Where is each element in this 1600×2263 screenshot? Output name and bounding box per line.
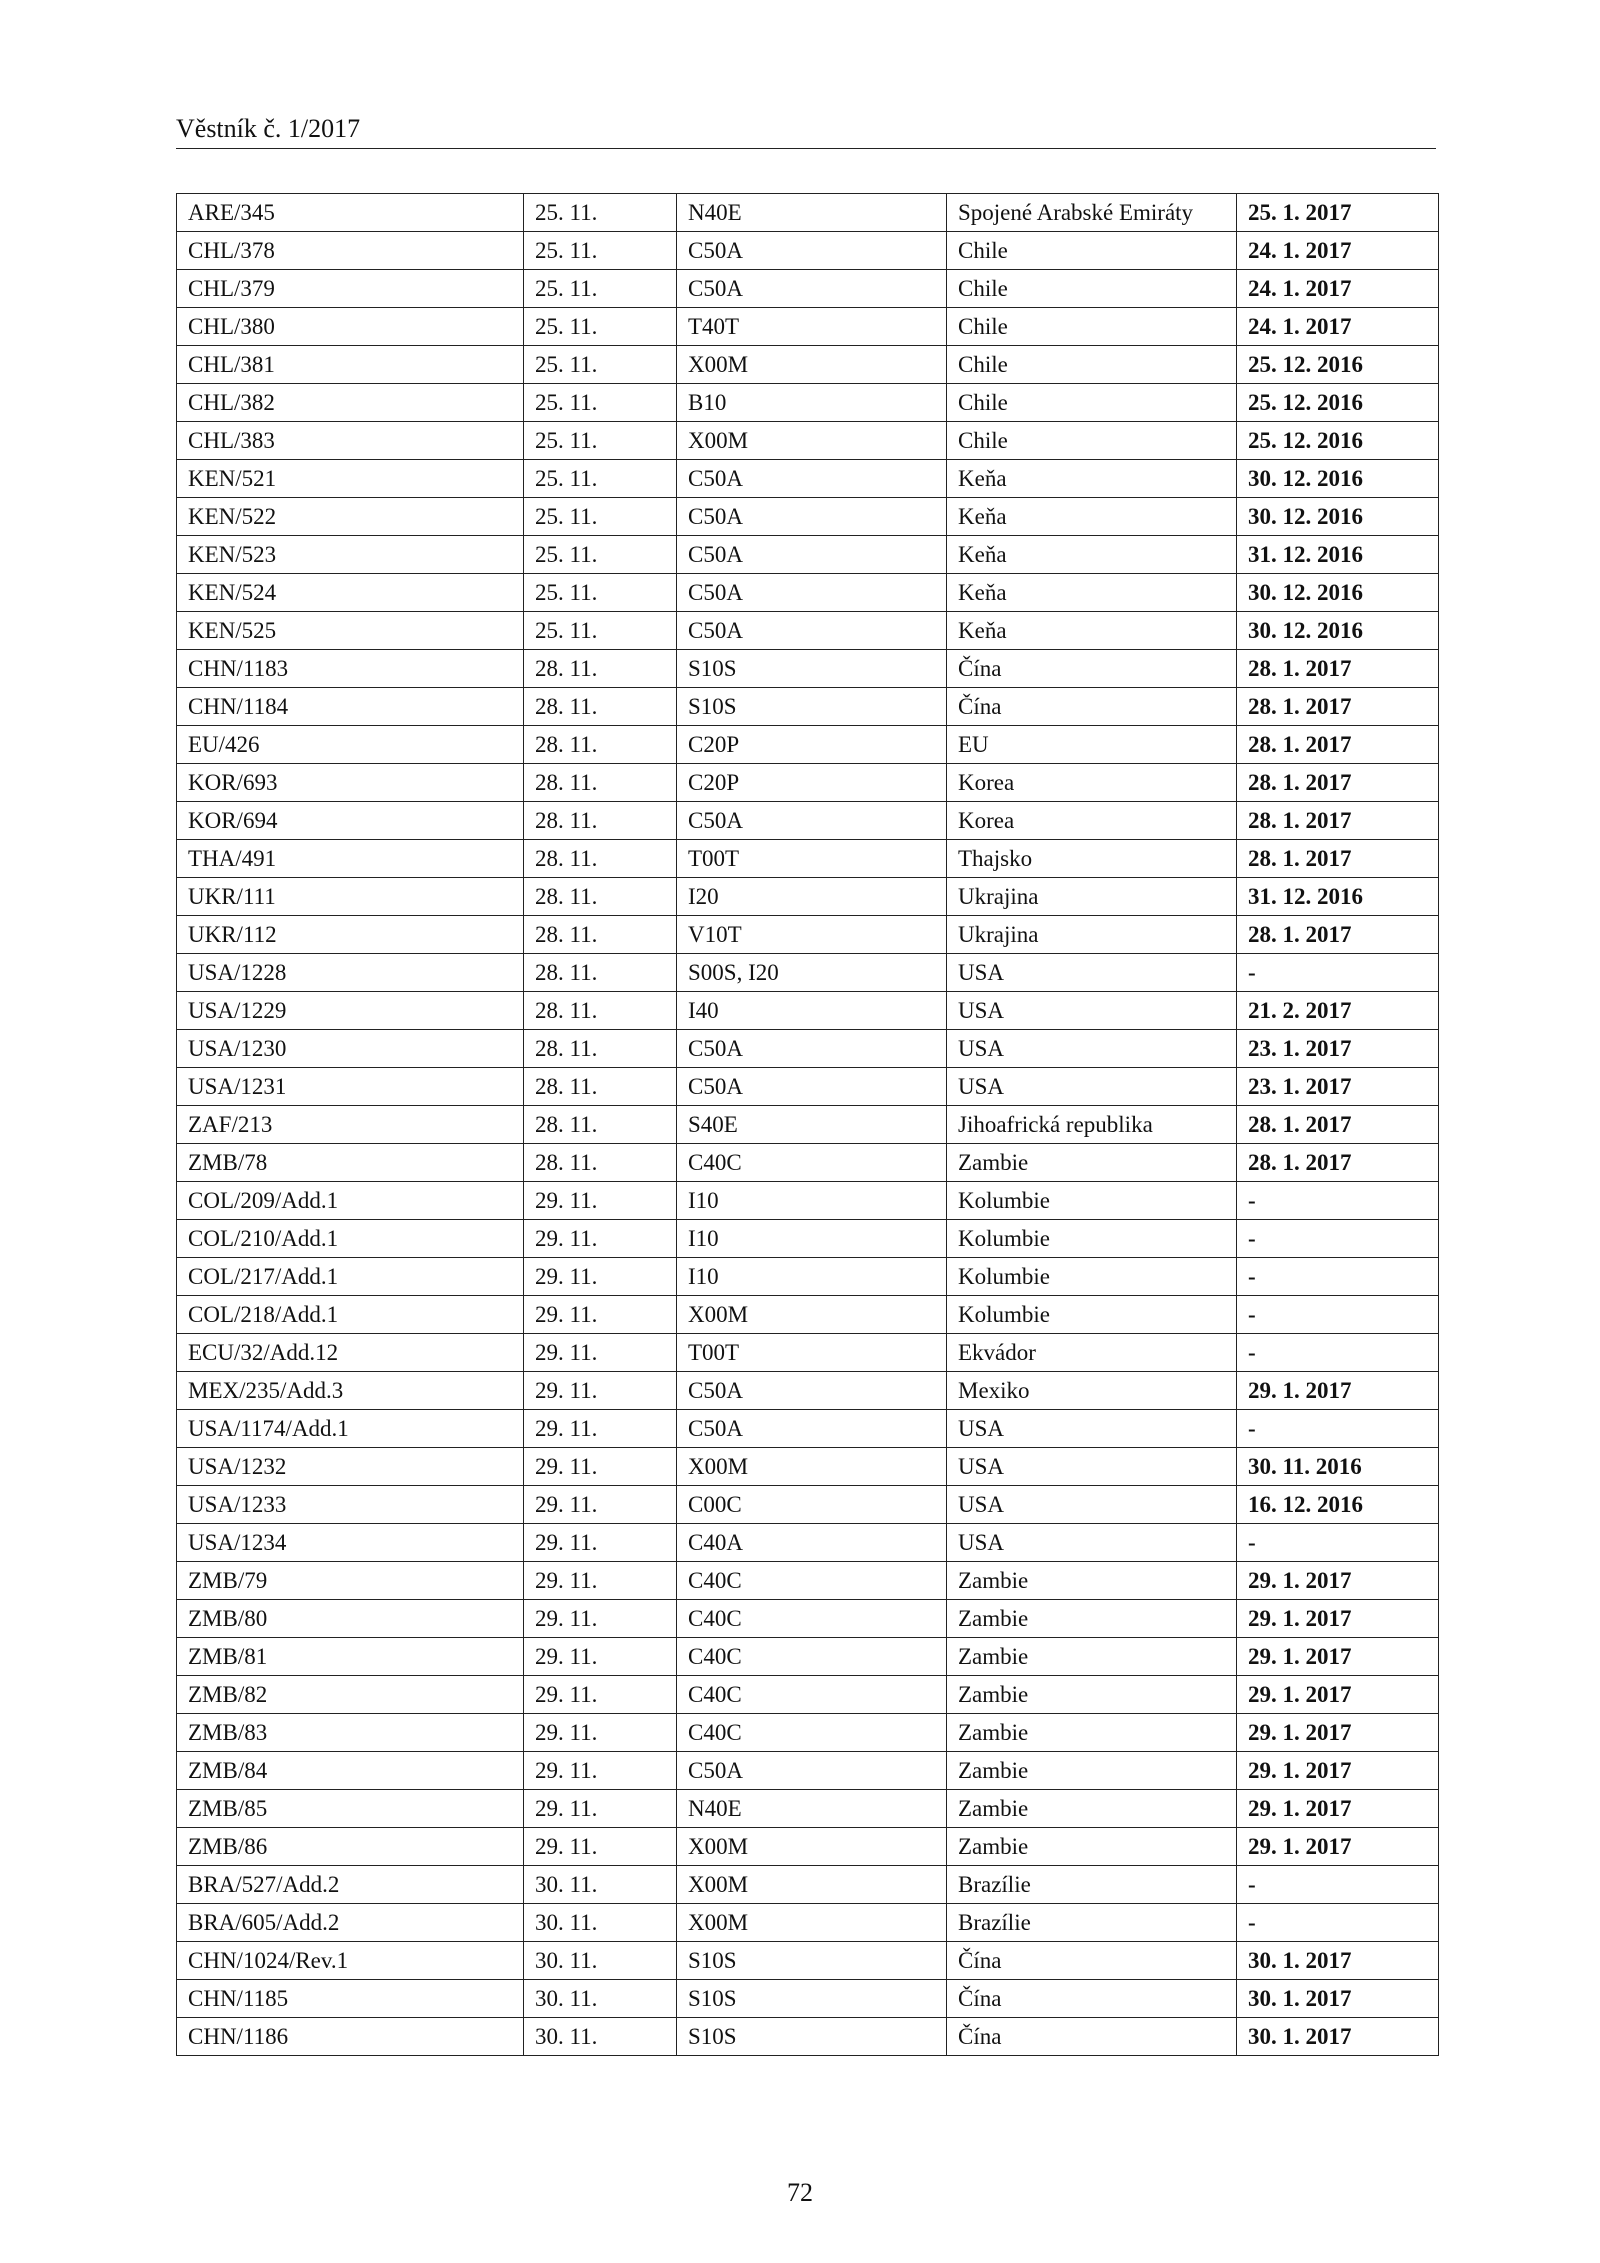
deadline-cell: 28. 1. 2017 (1237, 1106, 1439, 1144)
deadline-cell: 29. 1. 2017 (1237, 1600, 1439, 1638)
table-row (177, 232, 1439, 270)
date-cell: 29. 11. (524, 1714, 677, 1752)
table-row (177, 1866, 1439, 1904)
product-code-cell: B10 (677, 384, 947, 422)
country-cell: Zambie (947, 1638, 1237, 1676)
product-code-cell: X00M (677, 1828, 947, 1866)
document-code-cell: CHN/1183 (177, 650, 524, 688)
table-row (177, 346, 1439, 384)
table-row (177, 878, 1439, 916)
country-cell: Brazílie (947, 1866, 1237, 1904)
document-code-cell: KOR/693 (177, 764, 524, 802)
table-row (177, 1220, 1439, 1258)
table-row (177, 498, 1439, 536)
country-cell: Kolumbie (947, 1220, 1237, 1258)
product-code-cell: C20P (677, 726, 947, 764)
country-cell: Mexiko (947, 1372, 1237, 1410)
country-cell: Chile (947, 384, 1237, 422)
date-cell: 29. 11. (524, 1220, 677, 1258)
table-row (177, 1068, 1439, 1106)
country-cell: Jihoafrická republika (947, 1106, 1237, 1144)
deadline-cell: 30. 12. 2016 (1237, 574, 1439, 612)
table-row (177, 1486, 1439, 1524)
deadline-cell: - (1237, 1410, 1439, 1448)
date-cell: 28. 11. (524, 1030, 677, 1068)
date-cell: 29. 11. (524, 1790, 677, 1828)
date-cell: 29. 11. (524, 1372, 677, 1410)
country-cell: Keňa (947, 574, 1237, 612)
country-cell: USA (947, 954, 1237, 992)
country-cell: Spojené Arabské Emiráty (947, 194, 1237, 232)
deadline-cell: 28. 1. 2017 (1237, 726, 1439, 764)
date-cell: 29. 11. (524, 1562, 677, 1600)
table-row (177, 612, 1439, 650)
product-code-cell: T00T (677, 1334, 947, 1372)
product-code-cell: N40E (677, 194, 947, 232)
date-cell: 25. 11. (524, 460, 677, 498)
deadline-cell: 30. 12. 2016 (1237, 498, 1439, 536)
document-code-cell: KEN/524 (177, 574, 524, 612)
deadline-cell: 28. 1. 2017 (1237, 1144, 1439, 1182)
deadline-cell: 25. 12. 2016 (1237, 346, 1439, 384)
product-code-cell: V10T (677, 916, 947, 954)
country-cell: Thajsko (947, 840, 1237, 878)
country-cell: Zambie (947, 1752, 1237, 1790)
table-row (177, 1030, 1439, 1068)
table-row (177, 1752, 1439, 1790)
page-number: 72 (787, 2178, 813, 2207)
document-code-cell: ZMB/80 (177, 1600, 524, 1638)
table-row (177, 574, 1439, 612)
table-row (177, 992, 1439, 1030)
document-code-cell: CHN/1184 (177, 688, 524, 726)
deadline-cell: - (1237, 1258, 1439, 1296)
date-cell: 29. 11. (524, 1486, 677, 1524)
document-code-cell: USA/1233 (177, 1486, 524, 1524)
deadline-cell: 31. 12. 2016 (1237, 878, 1439, 916)
product-code-cell: C50A (677, 612, 947, 650)
document-code-cell: ZMB/85 (177, 1790, 524, 1828)
deadline-cell: 24. 1. 2017 (1237, 232, 1439, 270)
table-row (177, 1524, 1439, 1562)
country-cell: USA (947, 1486, 1237, 1524)
date-cell: 28. 11. (524, 840, 677, 878)
deadline-cell: - (1237, 954, 1439, 992)
document-code-cell: MEX/235/Add.3 (177, 1372, 524, 1410)
deadline-cell: 30. 1. 2017 (1237, 1980, 1439, 2018)
page-header (176, 112, 1436, 149)
date-cell: 29. 11. (524, 1600, 677, 1638)
country-cell: Kolumbie (947, 1296, 1237, 1334)
product-code-cell: I10 (677, 1182, 947, 1220)
date-cell: 25. 11. (524, 308, 677, 346)
country-cell: Zambie (947, 1714, 1237, 1752)
table-row (177, 650, 1439, 688)
date-cell: 30. 11. (524, 1904, 677, 1942)
document-code-cell: USA/1228 (177, 954, 524, 992)
date-cell: 29. 11. (524, 1296, 677, 1334)
date-cell: 30. 11. (524, 1942, 677, 1980)
country-cell: Zambie (947, 1600, 1237, 1638)
deadline-cell: 30. 12. 2016 (1237, 612, 1439, 650)
date-cell: 28. 11. (524, 688, 677, 726)
date-cell: 25. 11. (524, 612, 677, 650)
country-cell: Zambie (947, 1828, 1237, 1866)
deadline-cell: 28. 1. 2017 (1237, 802, 1439, 840)
country-cell: USA (947, 1410, 1237, 1448)
table-row (177, 802, 1439, 840)
document-code-cell: UKR/111 (177, 878, 524, 916)
deadline-cell: 29. 1. 2017 (1237, 1372, 1439, 1410)
product-code-cell: C20P (677, 764, 947, 802)
deadline-cell: 30. 1. 2017 (1237, 2018, 1439, 2056)
table-row (177, 764, 1439, 802)
deadline-cell: 29. 1. 2017 (1237, 1676, 1439, 1714)
date-cell: 28. 11. (524, 1144, 677, 1182)
product-code-cell: C40C (677, 1562, 947, 1600)
product-code-cell: C40C (677, 1144, 947, 1182)
product-code-cell: C50A (677, 460, 947, 498)
document-code-cell: CHL/380 (177, 308, 524, 346)
product-code-cell: X00M (677, 346, 947, 384)
document-code-cell: USA/1234 (177, 1524, 524, 1562)
country-cell: Chile (947, 346, 1237, 384)
table-row (177, 1980, 1439, 2018)
deadline-cell: 28. 1. 2017 (1237, 688, 1439, 726)
date-cell: 29. 11. (524, 1524, 677, 1562)
deadline-cell: - (1237, 1866, 1439, 1904)
date-cell: 29. 11. (524, 1752, 677, 1790)
document-code-cell: KEN/521 (177, 460, 524, 498)
date-cell: 28. 11. (524, 878, 677, 916)
product-code-cell: I40 (677, 992, 947, 1030)
document-code-cell: UKR/112 (177, 916, 524, 954)
product-code-cell: C50A (677, 802, 947, 840)
deadline-cell: 29. 1. 2017 (1237, 1638, 1439, 1676)
document-code-cell: ZMB/84 (177, 1752, 524, 1790)
deadline-cell: - (1237, 1524, 1439, 1562)
document-code-cell: USA/1230 (177, 1030, 524, 1068)
product-code-cell: S10S (677, 1942, 947, 1980)
country-cell: Korea (947, 802, 1237, 840)
bulletin-title: Věstník č. 1/2017 (176, 114, 361, 143)
country-cell: Chile (947, 270, 1237, 308)
country-cell: Chile (947, 308, 1237, 346)
table-row (177, 1106, 1439, 1144)
deadline-cell: 25. 12. 2016 (1237, 422, 1439, 460)
document-code-cell: CHL/382 (177, 384, 524, 422)
deadline-cell: - (1237, 1220, 1439, 1258)
product-code-cell: I10 (677, 1258, 947, 1296)
deadline-cell: 29. 1. 2017 (1237, 1828, 1439, 1866)
deadline-cell: 28. 1. 2017 (1237, 840, 1439, 878)
document-code-cell: COL/218/Add.1 (177, 1296, 524, 1334)
document-code-cell: CHL/381 (177, 346, 524, 384)
country-cell: Kolumbie (947, 1258, 1237, 1296)
document-code-cell: ZMB/79 (177, 1562, 524, 1600)
deadline-cell: 28. 1. 2017 (1237, 764, 1439, 802)
table-row (177, 1410, 1439, 1448)
date-cell: 28. 11. (524, 1106, 677, 1144)
table-row (177, 1942, 1439, 1980)
product-code-cell: S40E (677, 1106, 947, 1144)
table-row (177, 726, 1439, 764)
document-code-cell: USA/1232 (177, 1448, 524, 1486)
document-code-cell: THA/491 (177, 840, 524, 878)
deadline-cell: 30. 1. 2017 (1237, 1942, 1439, 1980)
deadline-cell: 25. 12. 2016 (1237, 384, 1439, 422)
table-row (177, 1562, 1439, 1600)
document-code-cell: KOR/694 (177, 802, 524, 840)
document-code-cell: ZMB/78 (177, 1144, 524, 1182)
country-cell: USA (947, 1448, 1237, 1486)
deadline-cell: 31. 12. 2016 (1237, 536, 1439, 574)
country-cell: Zambie (947, 1144, 1237, 1182)
document-code-cell: CHN/1186 (177, 2018, 524, 2056)
deadline-cell: - (1237, 1296, 1439, 1334)
country-cell: Čína (947, 2018, 1237, 2056)
country-cell: Chile (947, 422, 1237, 460)
document-code-cell: KEN/523 (177, 536, 524, 574)
date-cell: 30. 11. (524, 1980, 677, 2018)
country-cell: USA (947, 1030, 1237, 1068)
deadline-cell: 29. 1. 2017 (1237, 1714, 1439, 1752)
country-cell: USA (947, 1068, 1237, 1106)
country-cell: USA (947, 1524, 1237, 1562)
document-code-cell: CHL/383 (177, 422, 524, 460)
document-code-cell: ZAF/213 (177, 1106, 524, 1144)
deadline-cell: 24. 1. 2017 (1237, 270, 1439, 308)
deadline-cell: 21. 2. 2017 (1237, 992, 1439, 1030)
product-code-cell: X00M (677, 422, 947, 460)
country-cell: Keňa (947, 536, 1237, 574)
date-cell: 25. 11. (524, 194, 677, 232)
deadline-cell: 23. 1. 2017 (1237, 1068, 1439, 1106)
document-code-cell: ZMB/86 (177, 1828, 524, 1866)
table-row (177, 1828, 1439, 1866)
product-code-cell: C50A (677, 1410, 947, 1448)
product-code-cell: C50A (677, 498, 947, 536)
product-code-cell: C50A (677, 1752, 947, 1790)
document-code-cell: BRA/605/Add.2 (177, 1904, 524, 1942)
product-code-cell: I10 (677, 1220, 947, 1258)
country-cell: Korea (947, 764, 1237, 802)
deadline-cell: 24. 1. 2017 (1237, 308, 1439, 346)
deadline-cell: 30. 11. 2016 (1237, 1448, 1439, 1486)
product-code-cell: C40C (677, 1638, 947, 1676)
document-code-cell: KEN/522 (177, 498, 524, 536)
date-cell: 25. 11. (524, 498, 677, 536)
document-code-cell: ZMB/81 (177, 1638, 524, 1676)
date-cell: 28. 11. (524, 992, 677, 1030)
table-row (177, 1448, 1439, 1486)
date-cell: 29. 11. (524, 1828, 677, 1866)
table-row (177, 1144, 1439, 1182)
country-cell: Ukrajina (947, 916, 1237, 954)
product-code-cell: C40C (677, 1600, 947, 1638)
document-code-cell: ECU/32/Add.12 (177, 1334, 524, 1372)
product-code-cell: C50A (677, 536, 947, 574)
document-code-cell: CHL/378 (177, 232, 524, 270)
table-row (177, 954, 1439, 992)
table-row (177, 1790, 1439, 1828)
product-code-cell: S10S (677, 650, 947, 688)
deadline-cell: - (1237, 1182, 1439, 1220)
country-cell: Kolumbie (947, 1182, 1237, 1220)
deadline-cell: 25. 1. 2017 (1237, 194, 1439, 232)
product-code-cell: C40A (677, 1524, 947, 1562)
table-row (177, 1904, 1439, 1942)
country-cell: Keňa (947, 460, 1237, 498)
date-cell: 29. 11. (524, 1334, 677, 1372)
product-code-cell: N40E (677, 1790, 947, 1828)
document-code-cell: BRA/527/Add.2 (177, 1866, 524, 1904)
product-code-cell: C40C (677, 1676, 947, 1714)
table-row (177, 194, 1439, 232)
table-row (177, 1676, 1439, 1714)
date-cell: 29. 11. (524, 1258, 677, 1296)
country-cell: USA (947, 992, 1237, 1030)
document-code-cell: CHN/1024/Rev.1 (177, 1942, 524, 1980)
table-row (177, 270, 1439, 308)
date-cell: 28. 11. (524, 954, 677, 992)
country-cell: Čína (947, 688, 1237, 726)
date-cell: 25. 11. (524, 384, 677, 422)
deadline-cell: 29. 1. 2017 (1237, 1752, 1439, 1790)
document-code-cell: CHL/379 (177, 270, 524, 308)
deadline-cell: - (1237, 1334, 1439, 1372)
document-code-cell: USA/1229 (177, 992, 524, 1030)
country-cell: Keňa (947, 498, 1237, 536)
product-code-cell: S10S (677, 688, 947, 726)
country-cell: Ekvádor (947, 1334, 1237, 1372)
product-code-cell: T40T (677, 308, 947, 346)
date-cell: 28. 11. (524, 802, 677, 840)
date-cell: 28. 11. (524, 916, 677, 954)
deadline-cell: 16. 12. 2016 (1237, 1486, 1439, 1524)
date-cell: 28. 11. (524, 1068, 677, 1106)
date-cell: 28. 11. (524, 764, 677, 802)
date-cell: 25. 11. (524, 422, 677, 460)
date-cell: 25. 11. (524, 270, 677, 308)
date-cell: 25. 11. (524, 536, 677, 574)
table-row (177, 916, 1439, 954)
notification-table (176, 193, 1439, 2056)
table-row (177, 1258, 1439, 1296)
deadline-cell: 29. 1. 2017 (1237, 1790, 1439, 1828)
table-row (177, 2018, 1439, 2056)
table-row (177, 536, 1439, 574)
table-row (177, 1638, 1439, 1676)
document-code-cell: ARE/345 (177, 194, 524, 232)
table-body (177, 194, 1439, 2056)
country-cell: Čína (947, 1980, 1237, 2018)
date-cell: 28. 11. (524, 650, 677, 688)
country-cell: Čína (947, 650, 1237, 688)
date-cell: 25. 11. (524, 232, 677, 270)
country-cell: Chile (947, 232, 1237, 270)
document-code-cell: COL/217/Add.1 (177, 1258, 524, 1296)
document-code-cell: USA/1174/Add.1 (177, 1410, 524, 1448)
product-code-cell: C00C (677, 1486, 947, 1524)
date-cell: 29. 11. (524, 1676, 677, 1714)
document-code-cell: ZMB/83 (177, 1714, 524, 1752)
table-row (177, 384, 1439, 422)
date-cell: 29. 11. (524, 1182, 677, 1220)
product-code-cell: C50A (677, 1372, 947, 1410)
deadline-cell: 28. 1. 2017 (1237, 650, 1439, 688)
date-cell: 25. 11. (524, 346, 677, 384)
product-code-cell: C50A (677, 1030, 947, 1068)
deadline-cell: - (1237, 1904, 1439, 1942)
document-code-cell: KEN/525 (177, 612, 524, 650)
table-row (177, 308, 1439, 346)
product-code-cell: C40C (677, 1714, 947, 1752)
product-code-cell: C50A (677, 1068, 947, 1106)
product-code-cell: C50A (677, 270, 947, 308)
date-cell: 30. 11. (524, 2018, 677, 2056)
product-code-cell: S10S (677, 1980, 947, 2018)
table-row (177, 1296, 1439, 1334)
product-code-cell: S10S (677, 2018, 947, 2056)
table-row (177, 1372, 1439, 1410)
document-code-cell: EU/426 (177, 726, 524, 764)
date-cell: 25. 11. (524, 574, 677, 612)
table-row (177, 688, 1439, 726)
document-code-cell: CHN/1185 (177, 1980, 524, 2018)
document-code-cell: ZMB/82 (177, 1676, 524, 1714)
product-code-cell: C50A (677, 574, 947, 612)
document-code-cell: COL/209/Add.1 (177, 1182, 524, 1220)
country-cell: Čína (947, 1942, 1237, 1980)
product-code-cell: C50A (677, 232, 947, 270)
date-cell: 28. 11. (524, 726, 677, 764)
document-code-cell: USA/1231 (177, 1068, 524, 1106)
date-cell: 29. 11. (524, 1638, 677, 1676)
table-row (177, 422, 1439, 460)
country-cell: Keňa (947, 612, 1237, 650)
table-row (177, 840, 1439, 878)
product-code-cell: X00M (677, 1448, 947, 1486)
table-row (177, 1600, 1439, 1638)
table-row (177, 1334, 1439, 1372)
date-cell: 29. 11. (524, 1410, 677, 1448)
date-cell: 29. 11. (524, 1448, 677, 1486)
document-code-cell: COL/210/Add.1 (177, 1220, 524, 1258)
country-cell: Brazílie (947, 1904, 1237, 1942)
deadline-cell: 30. 12. 2016 (1237, 460, 1439, 498)
country-cell: Zambie (947, 1676, 1237, 1714)
product-code-cell: I20 (677, 878, 947, 916)
country-cell: EU (947, 726, 1237, 764)
deadline-cell: 28. 1. 2017 (1237, 916, 1439, 954)
product-code-cell: T00T (677, 840, 947, 878)
table-row (177, 460, 1439, 498)
country-cell: Zambie (947, 1790, 1237, 1828)
product-code-cell: X00M (677, 1296, 947, 1334)
country-cell: Ukrajina (947, 878, 1237, 916)
country-cell: Zambie (947, 1562, 1237, 1600)
deadline-cell: 23. 1. 2017 (1237, 1030, 1439, 1068)
product-code-cell: X00M (677, 1904, 947, 1942)
product-code-cell: X00M (677, 1866, 947, 1904)
table-row (177, 1182, 1439, 1220)
date-cell: 30. 11. (524, 1866, 677, 1904)
product-code-cell: S00S, I20 (677, 954, 947, 992)
deadline-cell: 29. 1. 2017 (1237, 1562, 1439, 1600)
table-row (177, 1714, 1439, 1752)
